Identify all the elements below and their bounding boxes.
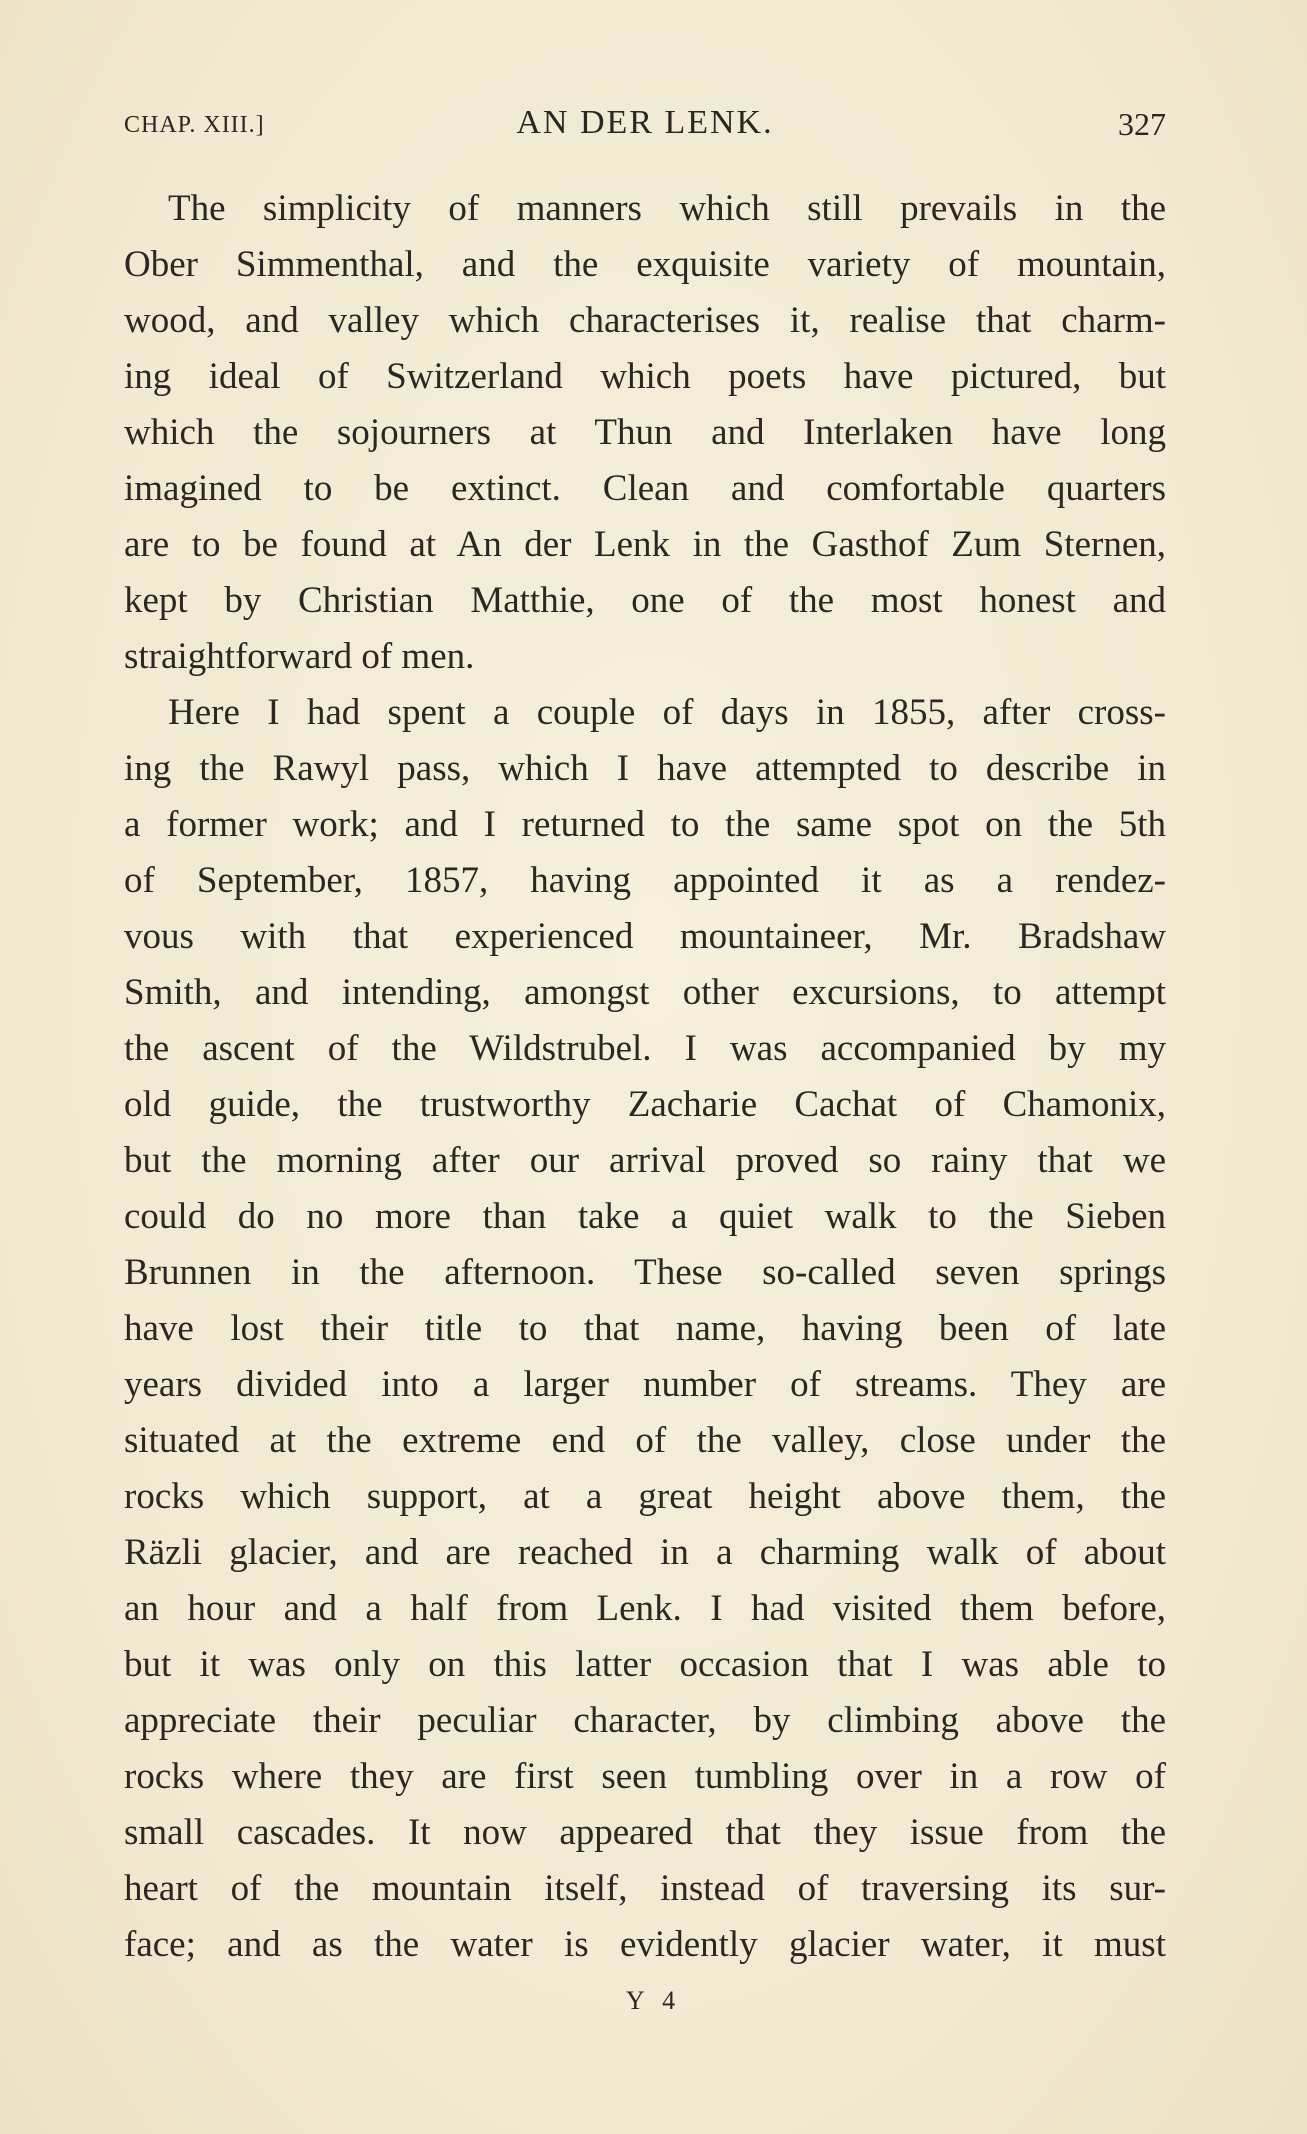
text-line: could do no more than take a quiet walk to the Sieben [124,1196,1166,1237]
chapter-label: CHAP. XIII.] [124,112,265,138]
text-line: a former work; and I returned to the same spot on the 5th [124,804,1166,845]
paragraph-2 [124,685,1166,1973]
page-number: 327 [1118,106,1166,142]
text-line: the ascent of the Wildstrubel. I was accompanied by my [124,1028,1166,1069]
text-line: rocks which support, at a great height above them, the [124,1476,1166,1517]
paragraph-1 [124,181,1166,685]
text-line: vous with that experienced mountaineer, Mr. Bradshaw [124,916,1166,957]
text-line: rocks where they are first seen tumbling over in a row of [124,1756,1166,1797]
text-line: which the sojourners at Thun and Interlaken have long [124,412,1166,453]
running-header [124,104,1166,148]
text-line: of September, 1857, having appointed it as a rendez- [124,860,1166,901]
text-line: years divided into a larger number of streams. They are [124,1364,1166,1405]
text-line: wood, and valley which characterises it, realise that charm- [124,300,1166,341]
running-title: AN DER LENK. [516,104,774,141]
text-line: Räzli glacier, and are reached in a charming walk of about [124,1532,1166,1573]
text-line: are to be found at An der Lenk in the Gasthof Zum Sternen, [124,524,1166,565]
text-line: have lost their title to that name, having been of late [124,1308,1166,1349]
text-line: Ober Simmenthal, and the exquisite variety of mountain, [124,244,1166,285]
text-line: heart of the mountain itself, instead of traversing its sur- [124,1868,1166,1909]
text-line: ing the Rawyl pass, which I have attempted to describe in [124,748,1166,789]
body-text [124,181,1166,1973]
text-line: Here I had spent a couple of days in 1855, after cross- [168,692,1166,733]
text-line: face; and as the water is evidently glacier water, it must [124,1924,1166,1965]
text-line: appreciate their peculiar character, by climbing above the [124,1700,1166,1741]
text-line: kept by Christian Matthie, one of the most honest and [124,580,1166,621]
text-line: an hour and a half from Lenk. I had visited them before, [124,1588,1166,1629]
text-line: but it was only on this latter occasion that I was able to [124,1644,1166,1685]
text-line: ing ideal of Switzerland which poets have pictured, but [124,356,1166,397]
text-line: The simplicity of manners which still prevails in the [168,188,1166,229]
text-line: Smith, and intending, amongst other excursions, to attempt [124,972,1166,1013]
signature-mark: Y 4 [625,1986,682,2015]
text-line: small cascades. It now appeared that they issue from the [124,1812,1166,1853]
text-line: straightforward of men. [124,636,475,677]
text-line: Brunnen in the afternoon. These so-called seven springs [124,1252,1166,1293]
text-line: situated at the extreme end of the valley, close under the [124,1420,1166,1461]
text-line: but the morning after our arrival proved so rainy that we [124,1140,1166,1181]
text-line: imagined to be extinct. Clean and comfortable quarters [124,468,1166,509]
text-line: old guide, the trustworthy Zacharie Cachat of Chamonix, [124,1084,1166,1125]
